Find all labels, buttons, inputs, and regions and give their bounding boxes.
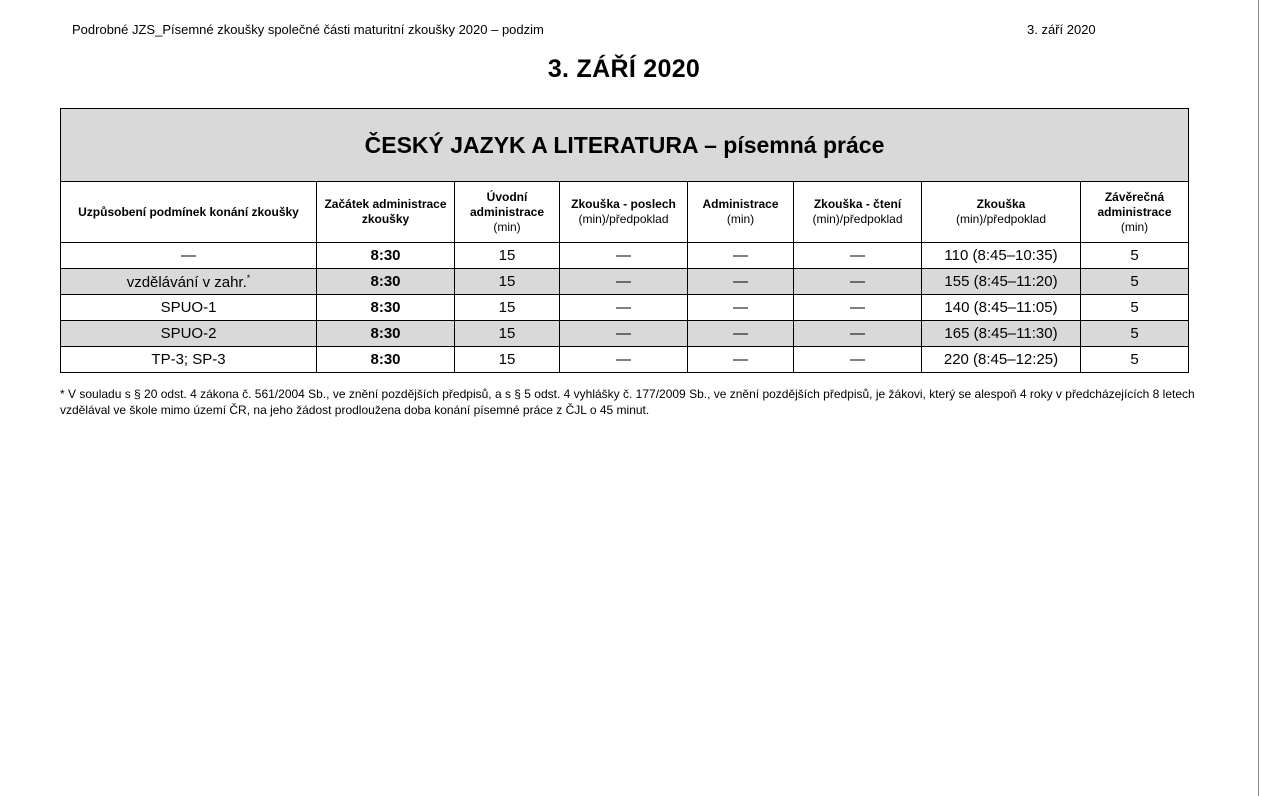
cell-value: —	[733, 247, 748, 264]
cell-intro	[455, 321, 560, 347]
column-header	[922, 182, 1081, 243]
cell-value: —	[616, 247, 631, 264]
cell-reading	[794, 243, 922, 269]
cell-admin	[688, 269, 794, 295]
cell-listening	[560, 269, 688, 295]
cell-start	[317, 347, 455, 373]
cell-admin	[688, 243, 794, 269]
page-edge	[1258, 0, 1259, 796]
cell-start	[317, 243, 455, 269]
column-header-label: Úvodní administrace	[469, 189, 545, 219]
page-title: 3. ZÁŘÍ 2020	[547, 55, 701, 83]
cell-intro	[455, 347, 560, 373]
column-header-label: Zkouška - poslech	[571, 197, 676, 211]
cell-value: —	[616, 273, 631, 290]
cell-value: —	[850, 325, 865, 342]
cell-exam	[922, 295, 1081, 321]
cell-intro	[455, 243, 560, 269]
cell-admin	[688, 295, 794, 321]
cell-final	[1081, 269, 1189, 295]
cell-condition	[61, 295, 317, 321]
column-header-unit: (min)/předpoklad	[578, 212, 669, 226]
column-header-label: Začátek administrace zkoušky	[324, 197, 447, 226]
cell-start	[317, 269, 455, 295]
column-header-label: Zkouška - čtení	[813, 197, 902, 211]
footnote-mark: *	[246, 272, 251, 283]
cell-condition	[61, 321, 317, 347]
column-header-unit: (min)	[1120, 219, 1149, 234]
table-row	[61, 347, 1189, 373]
cell-value: 8:30	[370, 325, 401, 342]
table-row	[61, 269, 1189, 295]
cell-value: SPUO-2	[160, 325, 217, 342]
cell-exam	[922, 321, 1081, 347]
cell-listening	[560, 321, 688, 347]
cell-value: 5	[1130, 351, 1139, 368]
subject-label: ČESKÝ JAZYK A LITERATURA – písemná práce	[364, 131, 885, 158]
cell-value: —	[733, 273, 748, 290]
cell-value: 8:30	[370, 273, 401, 290]
exam-schedule-table	[60, 108, 1189, 373]
cell-value: 155 (8:45–11:20)	[944, 273, 1058, 290]
column-header	[688, 182, 794, 243]
cell-final	[1081, 347, 1189, 373]
cell-reading	[794, 295, 922, 321]
cell-value: —	[616, 299, 631, 316]
cell-value: vzdělávání v zahr.	[126, 273, 247, 291]
cell-value: 15	[498, 351, 516, 368]
cell-value: —	[733, 351, 748, 368]
column-header-label: Zkouška	[976, 197, 1026, 211]
footnote: * V souladu s § 20 odst. 4 zákona č. 561/2004 Sb., ve znění pozdějších předpisů, a s § 5 odst. 4 vyhlášky č. 177/2009 Sb., ve znění pozdějších předpisů, je žákovi, který se alespoň 4 roky v předcházejících 8 letech vzdělával ve škole mimo území ČR, na jeho žádost prodloužena doba konání písemné práce z ČJL o 45 minut.	[60, 387, 1195, 417]
column-header-unit: (min)	[726, 212, 755, 226]
cell-value: 165 (8:45–11:30)	[944, 325, 1058, 342]
running-header-date: 3. září 2020	[1027, 22, 1096, 37]
cell-value: —	[850, 247, 865, 264]
column-header	[794, 182, 922, 243]
cell-value: 110 (8:45–10:35)	[944, 247, 1058, 264]
cell-final	[1081, 243, 1189, 269]
cell-listening	[560, 295, 688, 321]
cell-value: —	[850, 273, 865, 290]
column-header	[560, 182, 688, 243]
cell-exam	[922, 269, 1081, 295]
column-header	[317, 182, 455, 243]
cell-listening	[560, 243, 688, 269]
cell-intro	[455, 295, 560, 321]
cell-value: 5	[1130, 299, 1139, 316]
cell-exam	[922, 347, 1081, 373]
cell-condition	[61, 347, 317, 373]
cell-admin	[688, 347, 794, 373]
cell-intro	[455, 269, 560, 295]
cell-value: 15	[498, 273, 516, 290]
cell-condition	[61, 243, 317, 269]
column-header	[1081, 182, 1189, 243]
cell-value: —	[733, 325, 748, 342]
cell-value: SPUO-1	[160, 299, 217, 316]
cell-value: 220 (8:45–12:25)	[943, 351, 1059, 368]
cell-value: —	[181, 247, 196, 264]
cell-start	[317, 321, 455, 347]
column-header-label: Uzpůsobení podmínek konání zkoušky	[78, 204, 299, 219]
column-header-unit: (min)/předpoklad	[955, 212, 1047, 226]
subject-title	[61, 109, 1189, 182]
running-header-title: Podrobné JZS_Písemné zkoušky společné části maturitní zkoušky 2020 – podzim	[72, 22, 544, 37]
cell-listening	[560, 347, 688, 373]
cell-value: —	[616, 325, 631, 342]
cell-value: 5	[1130, 273, 1139, 290]
cell-final	[1081, 295, 1189, 321]
table-body	[61, 243, 1189, 373]
cell-value: —	[733, 299, 748, 316]
column-header-unit: (min)/předpoklad	[812, 212, 903, 226]
cell-value: 8:30	[370, 299, 401, 316]
column-header-label: Administrace	[702, 197, 779, 211]
cell-value: 8:30	[370, 247, 401, 264]
cell-value: —	[850, 351, 865, 368]
cell-value: 140 (8:45–11:05)	[944, 299, 1058, 316]
cell-value: 15	[498, 325, 516, 342]
table-row	[61, 321, 1189, 347]
cell-value: —	[616, 351, 631, 368]
column-header-unit: (min)	[493, 219, 521, 234]
cell-condition	[61, 269, 317, 295]
cell-value: TP-3; SP-3	[151, 351, 226, 368]
cell-reading	[794, 321, 922, 347]
cell-value: 5	[1130, 247, 1139, 264]
cell-start	[317, 295, 455, 321]
column-header-row	[61, 182, 1189, 243]
table-row	[61, 295, 1189, 321]
cell-value: —	[850, 299, 865, 316]
table-row	[61, 243, 1189, 269]
cell-value: 5	[1130, 325, 1139, 342]
cell-value: 15	[498, 247, 516, 264]
cell-reading	[794, 269, 922, 295]
column-header-label: Závěrečná administrace	[1097, 189, 1172, 219]
cell-exam	[922, 243, 1081, 269]
cell-value: 8:30	[370, 351, 401, 368]
cell-value: 15	[498, 299, 516, 316]
cell-reading	[794, 347, 922, 373]
cell-admin	[688, 321, 794, 347]
cell-final	[1081, 321, 1189, 347]
column-header	[61, 182, 317, 243]
column-header	[455, 182, 560, 243]
